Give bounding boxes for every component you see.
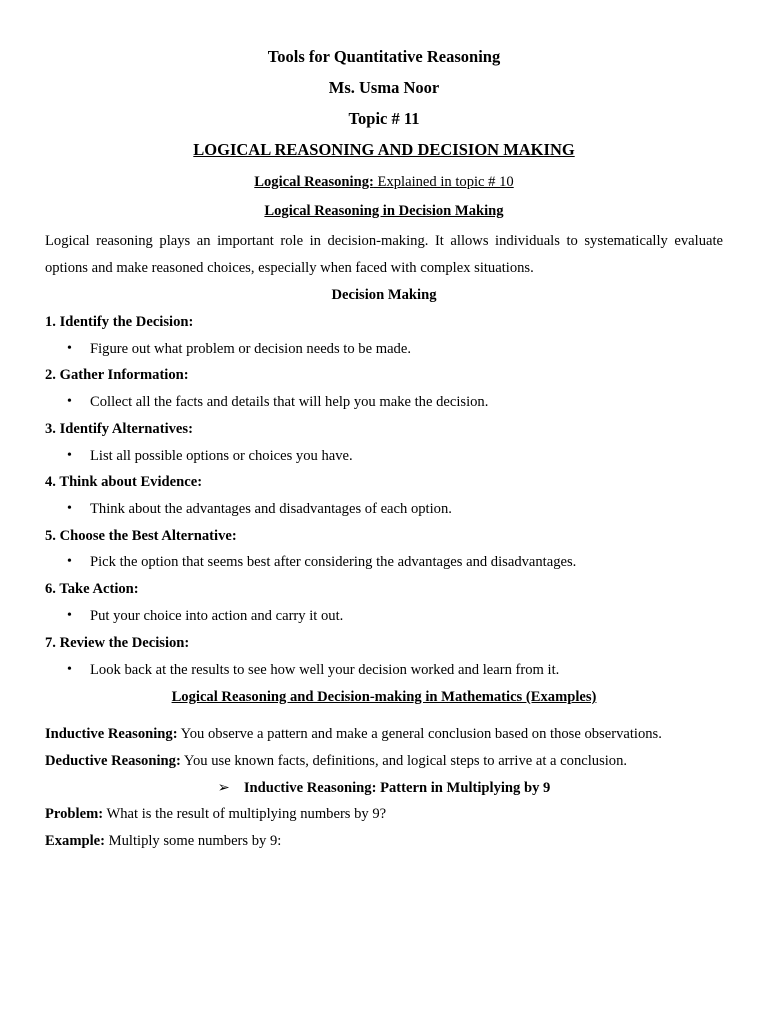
deductive-definition	[45, 752, 627, 770]
instructor-name: Ms. Usma Noor	[328, 78, 440, 97]
logical-reasoning-note	[0, 173, 768, 191]
inductive-text: You observe a pattern and make a general conclusion based on those observations.	[177, 726, 662, 742]
intro-paragraph-line-1: Logical reasoning plays an important role in decision-making. It allows individuals to systematically evaluate	[45, 233, 723, 249]
bullet-icon: •	[67, 662, 72, 677]
step-bullet-text: Look back at the results to see how well your decision worked and learn from it.	[90, 662, 560, 678]
step-bullet-text: Think about the advantages and disadvantages of each option.	[90, 501, 452, 517]
lr-text: Explained in topic # 10	[373, 174, 514, 190]
bullet-icon: •	[67, 448, 72, 463]
step-bullet-text: Pick the option that seems best after considering the advantages and disadvantages.	[90, 554, 577, 570]
step-title: 5. Choose the Best Alternative:	[45, 528, 237, 544]
step-bullet-text: Figure out what problem or decision needs to be made.	[90, 341, 411, 357]
course-title: Tools for Quantitative Reasoning	[267, 47, 501, 66]
example-text: Multiply some numbers by 9:	[105, 833, 282, 849]
bullet-icon: •	[67, 608, 72, 623]
subheading-text: Inductive Reasoning: Pattern in Multiplying by 9	[243, 780, 551, 796]
deductive-text: You use known facts, definitions, and logical steps to arrive at a conclusion.	[180, 753, 628, 769]
step-bullet-text: Put your choice into action and carry it out.	[90, 608, 344, 624]
step-title: 3. Identify Alternatives:	[45, 421, 193, 437]
problem-label: Problem:	[45, 806, 104, 822]
decision-making-heading: Decision Making	[331, 287, 437, 303]
step-title: 7. Review the Decision:	[45, 635, 190, 651]
bullet-icon: •	[67, 501, 72, 516]
topic-number: Topic # 11	[348, 109, 420, 128]
section-heading: Logical Reasoning in Decision Making	[264, 203, 504, 219]
inductive-definition	[45, 725, 662, 743]
main-title: LOGICAL REASONING AND DECISION MAKING	[193, 140, 575, 159]
step-title: 2. Gather Information:	[45, 367, 189, 383]
step-title: 6. Take Action:	[45, 581, 139, 597]
bullet-icon: •	[67, 554, 72, 569]
arrow-bullet-icon: ➢	[217, 780, 230, 796]
example-label: Example:	[45, 833, 105, 849]
problem-line	[45, 805, 386, 823]
step-title: 1. Identify the Decision:	[45, 314, 194, 330]
step-title: 4. Think about Evidence:	[45, 474, 203, 490]
math-section-heading: Logical Reasoning and Decision-making in Mathematics (Examples)	[171, 689, 597, 705]
deductive-label: Deductive Reasoning:	[45, 753, 181, 769]
inductive-label: Inductive Reasoning:	[45, 726, 178, 742]
bullet-icon: •	[67, 394, 72, 409]
step-bullet-text: Collect all the facts and details that will help you make the decision.	[90, 394, 489, 410]
lr-label: Logical Reasoning:	[254, 174, 374, 190]
intro-paragraph-line-2: options and make reasoned choices, especially when faced with complex situations.	[45, 260, 534, 276]
step-bullet-text: List all possible options or choices you have.	[90, 448, 353, 464]
inductive-subheading	[0, 779, 768, 797]
bullet-icon: •	[67, 341, 72, 356]
example-line	[45, 832, 281, 850]
problem-text: What is the result of multiplying numbers by 9?	[103, 806, 387, 822]
